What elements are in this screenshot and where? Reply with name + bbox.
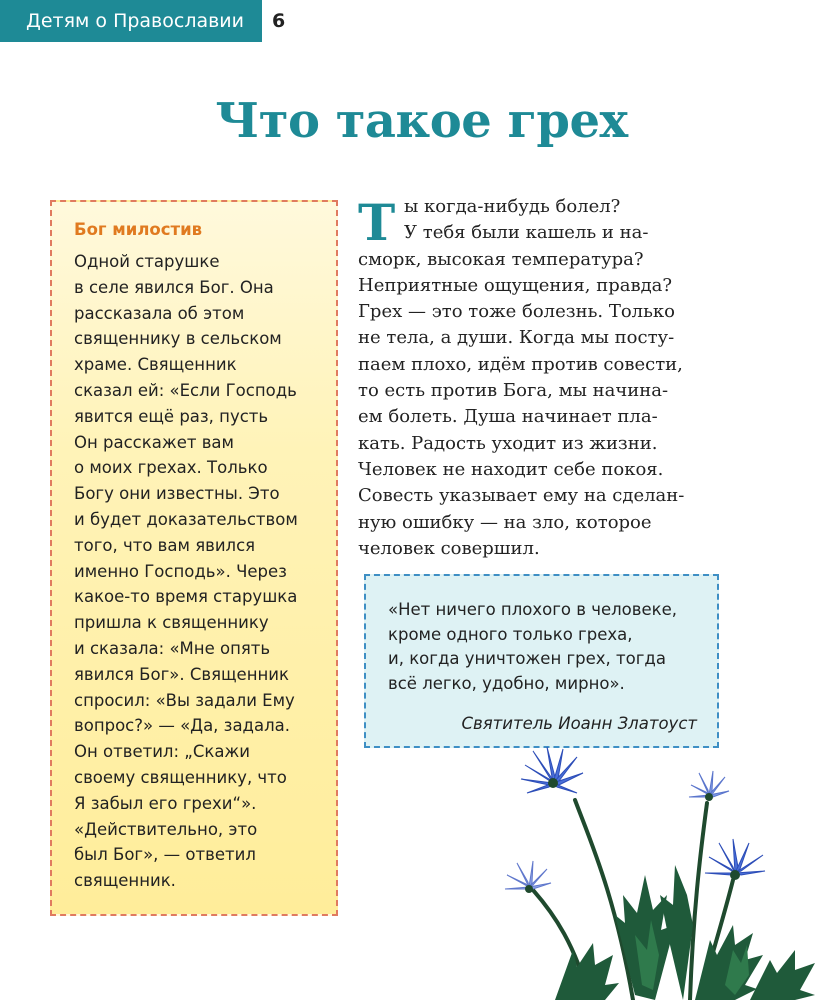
sidebar-line: и будет доказательством [74, 509, 298, 529]
main-line: не тела, а души. Когда мы посту- [358, 327, 675, 349]
sidebar-line: пришла к священнику [74, 613, 269, 633]
sidebar-heading: Бог милостив [74, 220, 203, 239]
main-line: сморк, высокая температура? [358, 248, 644, 270]
chicory-flowers-icon [495, 745, 833, 1000]
sidebar-line: того, что вам явился [74, 535, 256, 555]
quote-box [364, 574, 719, 748]
drop-cap: Т [358, 193, 396, 252]
main-line: У тебя были кашель и на- [404, 222, 649, 244]
sidebar-line: Я забыл его грехи“». [74, 793, 257, 813]
sidebar-line: сказал ей: «Если Господь [74, 380, 297, 400]
main-line: человек совершил. [358, 537, 540, 559]
sidebar-line: спросил: «Вы задали Ему [74, 690, 295, 710]
page-number: 6 [272, 10, 286, 32]
quote-line: «Нет ничего плохого в человеке, [388, 600, 677, 619]
sidebar-body [74, 249, 326, 894]
sidebar-line: рассказала об этом [74, 303, 245, 323]
sidebar-line: именно Господь». Через [74, 561, 287, 581]
main-line: ную ошибку — на зло, которое [358, 511, 652, 533]
sidebar-line: Он расскажет вам [74, 432, 234, 452]
sidebar-line: вопрос?» — «Да, задала. [74, 716, 290, 736]
section-title-tab [0, 0, 262, 42]
sidebar-line: явился Бог». Священник [74, 664, 289, 684]
main-line: паем плохо, идём против совести, [358, 353, 683, 375]
main-line: кать. Радость уходит из жизни. [358, 432, 658, 454]
sidebar-line: Богу они известны. Это [74, 484, 280, 504]
sidebar-line: в селе явился Бог. Она [74, 277, 274, 297]
sidebar-story-box [50, 200, 338, 916]
quote-line: и, когда уничтожен грех, тогда [388, 649, 666, 668]
main-line: то есть против Бога, мы начина- [358, 380, 669, 402]
section-title: Детям о Православии [26, 10, 245, 32]
sidebar-line: священнику в сельском [74, 329, 282, 349]
main-line: ы когда-нибудь болел? [404, 196, 621, 217]
sidebar-line: своему священнику, что [74, 767, 287, 787]
sidebar-line: Он ответил: „Скажи [74, 742, 251, 762]
sidebar-line: явится ещё раз, пусть [74, 406, 269, 426]
sidebar-line: и сказала: «Мне опять [74, 638, 271, 658]
quote-author: Святитель Иоанн Златоуст [461, 714, 697, 733]
quote-line: кроме одного только греха, [388, 624, 633, 644]
quote-line: всё легко, удобно, мирно». [388, 673, 625, 693]
sidebar-line: священник. [74, 871, 176, 891]
main-line: Совесть указывает ему на сделан- [358, 485, 685, 507]
sidebar-line: храме. Священник [74, 355, 237, 375]
main-line: Человек не находит себе покоя. [358, 458, 664, 480]
main-paragraph [358, 194, 730, 562]
sidebar-line: Одной старушке [74, 252, 220, 271]
sidebar-line: какое-то время старушка [74, 587, 298, 607]
main-line: ем болеть. Душа начинает пла- [358, 406, 658, 428]
main-line: Грех — это тоже болезнь. Только [358, 301, 675, 323]
sidebar-line: был Бог», — ответил [74, 845, 256, 865]
page-title: Что такое грех [215, 93, 628, 149]
main-line: Неприятные ощущения, правда? [358, 274, 673, 296]
sidebar-line: о моих грехах. Только [74, 458, 268, 478]
sidebar-line: «Действительно, это [74, 819, 258, 839]
